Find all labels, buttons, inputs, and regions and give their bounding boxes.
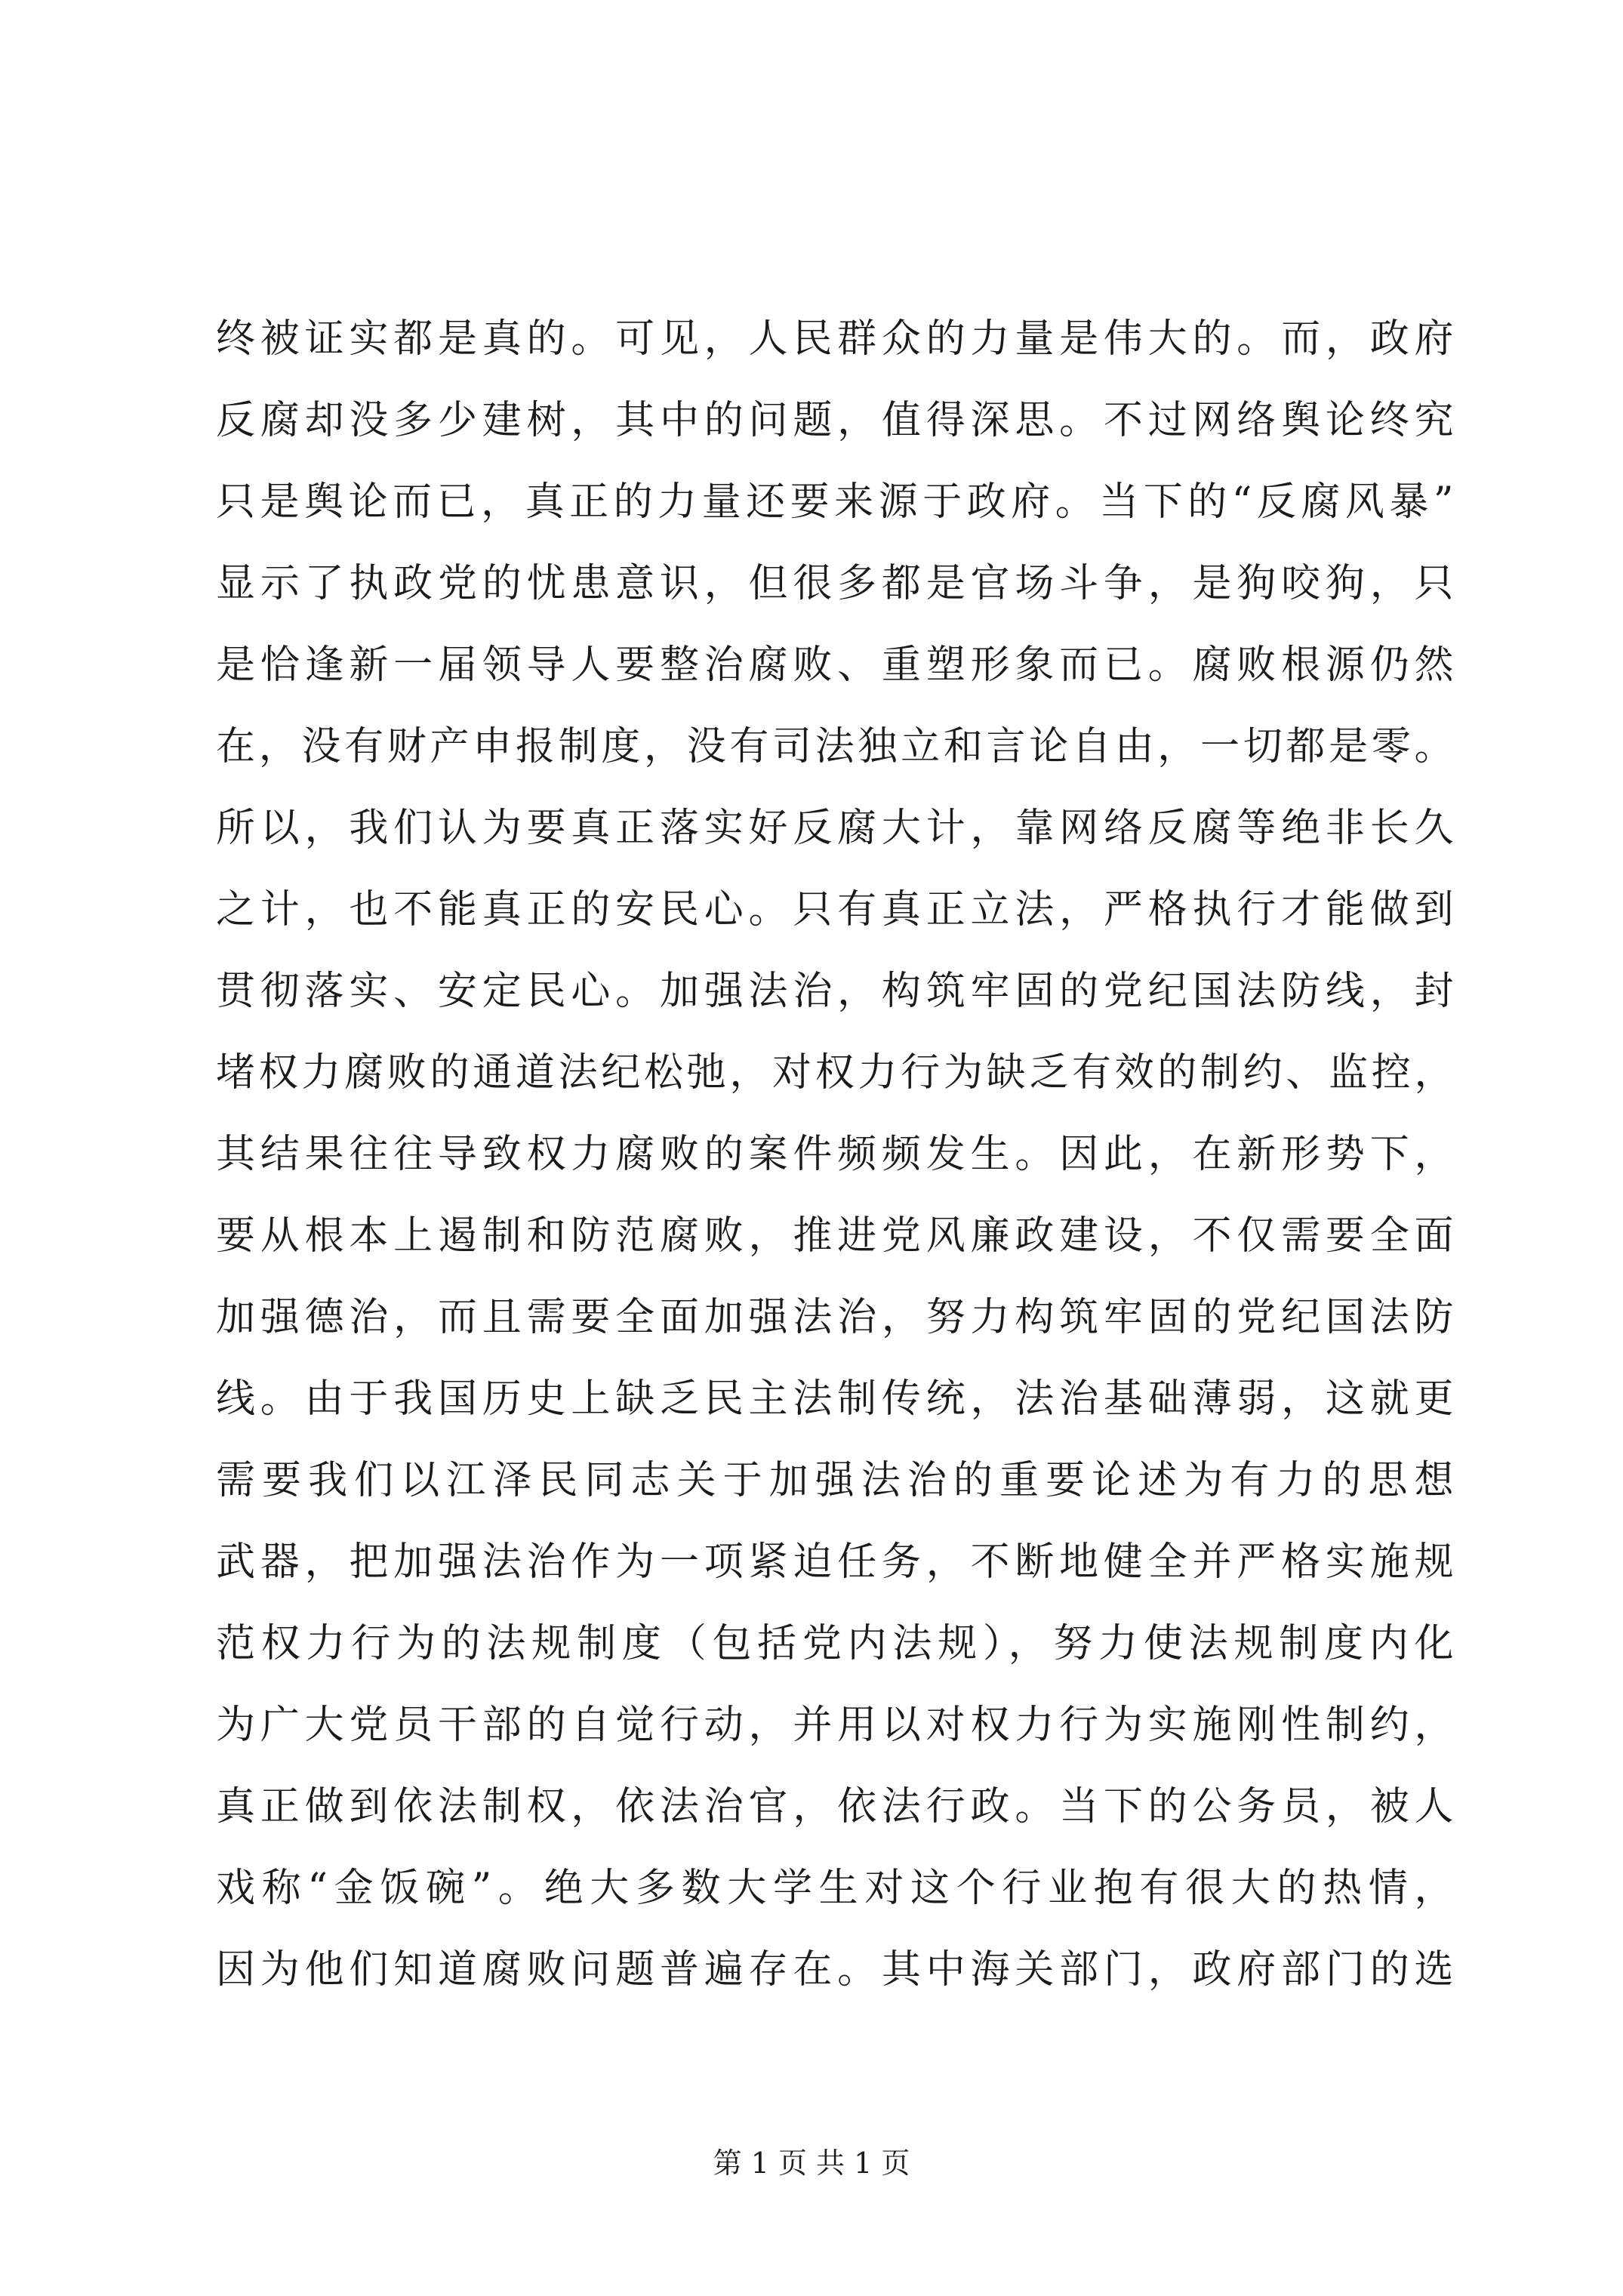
text-line: 加强德治，而且需要全面加强法治，努力构筑牢固的党纪国法防 — [216, 1295, 1454, 1340]
text-line: 堵权力腐败的通道法纪松弛，对权力行为缺乏有效的制约、监控， — [216, 1050, 1454, 1096]
text-line: 在，没有财产申报制度，没有司法独立和言论自由，一切都是零。 — [216, 724, 1454, 769]
text-line: 所以，我们认为要真正落实好反腐大计，靠网络反腐等绝非长久 — [216, 806, 1454, 851]
text-line: 要从根本上遏制和防范腐败，推进党风廉政建设，不仅需要全面 — [216, 1213, 1454, 1259]
text-line: 需要我们以江泽民同志关于加强法治的重要论述为有力的思想 — [216, 1458, 1454, 1503]
text-line: 是恰逢新一届领导人要整治腐败、重塑形象而已。腐败根源仍然 — [216, 643, 1454, 688]
text-line: 只是舆论而已，真正的力量还要来源于政府。当下的“反腐风暴” — [216, 479, 1454, 525]
text-line: 之计，也不能真正的安民心。只有真正立法，严格执行才能做到 — [216, 887, 1454, 932]
text-line: 终被证实都是真的。可见，人民群众的力量是伟大的。而，政府 — [216, 316, 1454, 362]
page-footer — [0, 2144, 1623, 2182]
text-line: 为广大党员干部的自觉行动，并用以对权力行为实施刚性制约， — [216, 1703, 1454, 1748]
text-line: 反腐却没多少建树，其中的问题，值得深思。不过网络舆论终究 — [216, 398, 1454, 443]
text-line: 真正做到依法制权，依法治官，依法行政。当下的公务员，被人 — [216, 1784, 1454, 1829]
text-line: 范权力行为的法规制度（包括党内法规），努力使法规制度内化 — [216, 1621, 1454, 1666]
text-line: 武器，把加强法治作为一项紧迫任务，不断地健全并严格实施规 — [216, 1539, 1454, 1585]
body-text — [216, 298, 1454, 2011]
text-line: 戏称“金饭碗”。绝大多数大学生对这个行业抱有很大的热情， — [216, 1866, 1454, 1911]
text-line: 其结果往往导致权力腐败的案件频频发生。因此，在新形势下， — [216, 1132, 1454, 1177]
text-line: 因为他们知道腐败问题普遍存在。其中海关部门，政府部门的选 — [216, 1947, 1454, 1992]
text-line: 贯彻落实、安定民心。加强法治，构筑牢固的党纪国法防线，封 — [216, 969, 1454, 1014]
page-number-label: 第 1 页 共 1 页 — [713, 2147, 910, 2180]
text-line: 线。由于我国历史上缺乏民主法制传统，法治基础薄弱，这就更 — [216, 1376, 1454, 1422]
text-line: 显示了执政党的忧患意识，但很多都是官场斗争，是狗咬狗，只 — [216, 561, 1454, 606]
